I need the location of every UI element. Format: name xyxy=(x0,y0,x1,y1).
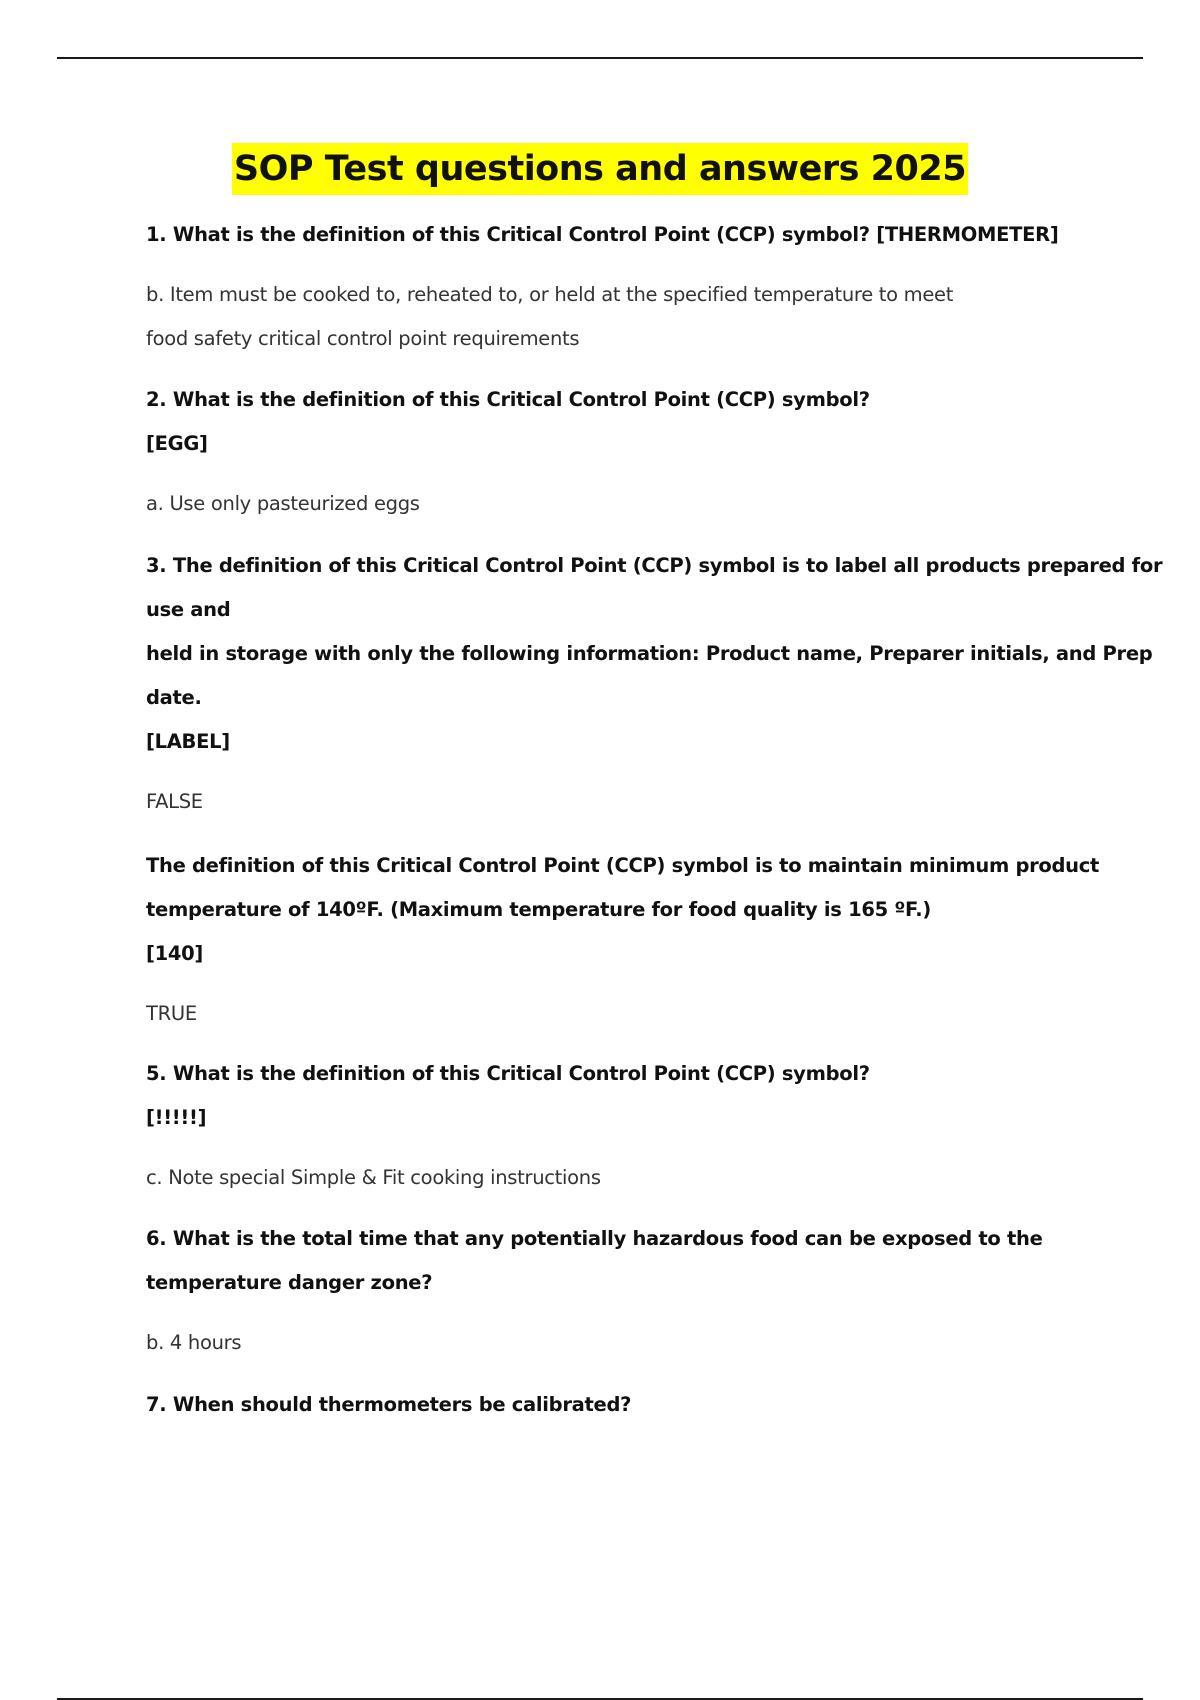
question-4 xyxy=(146,844,1106,976)
question-line: use and xyxy=(146,598,231,621)
question-line: [140] xyxy=(146,942,204,965)
answer-line: b. 4 hours xyxy=(146,1331,242,1354)
question-line: 3. The definition of this Critical Control Point (CCP) symbol is to label all products prepared for xyxy=(146,554,1163,577)
answer-line: a. Use only pasteurized eggs xyxy=(146,492,420,515)
answer-line: b. Item must be cooked to, reheated to, or held at the specified temperature to meet xyxy=(146,283,954,306)
qa-item-5 xyxy=(146,1052,1106,1200)
qa-item-7 xyxy=(146,1383,1106,1427)
question-1 xyxy=(146,213,1106,257)
question-6 xyxy=(146,1217,1106,1305)
question-line: 5. What is the definition of this Critical Control Point (CCP) symbol? xyxy=(146,1062,870,1085)
question-line: [LABEL] xyxy=(146,730,230,753)
question-line: temperature danger zone? xyxy=(146,1271,433,1294)
answer-2 xyxy=(146,482,1106,526)
question-2 xyxy=(146,378,1106,466)
question-line: 6. What is the total time that any potentially hazardous food can be exposed to the xyxy=(146,1227,1043,1250)
qa-item-4 xyxy=(146,844,1106,1036)
answer-1 xyxy=(146,273,1106,361)
answer-line: FALSE xyxy=(146,790,203,813)
question-line: 2. What is the definition of this Critical Control Point (CCP) symbol? xyxy=(146,388,870,411)
question-line: [EGG] xyxy=(146,432,208,455)
answer-line: TRUE xyxy=(146,1002,197,1025)
question-5 xyxy=(146,1052,1106,1140)
answer-line: food safety critical control point requirements xyxy=(146,327,580,350)
question-line: held in storage with only the following information: Product name, Preparer initials, and Prep xyxy=(146,642,1153,665)
answer-6 xyxy=(146,1321,1106,1365)
answer-line: c. Note special Simple & Fit cooking instructions xyxy=(146,1166,601,1189)
qa-item-2 xyxy=(146,378,1106,526)
question-line: [!!!!!] xyxy=(146,1106,207,1129)
top-rule xyxy=(57,57,1143,59)
question-3 xyxy=(146,544,1163,764)
document-title: SOP Test questions and answers 2025 xyxy=(232,143,968,195)
qa-item-1 xyxy=(146,213,1106,361)
question-line: 1. What is the definition of this Critical Control Point (CCP) symbol? [THERMOMETER] xyxy=(146,223,1059,246)
question-line: temperature of 140ºF. (Maximum temperature for food quality is 165 ºF.) xyxy=(146,898,931,921)
qa-item-6 xyxy=(146,1217,1106,1365)
title-container xyxy=(0,143,1200,195)
question-7 xyxy=(146,1383,1106,1427)
question-line: date. xyxy=(146,686,202,709)
answer-5 xyxy=(146,1156,1106,1200)
answer-3 xyxy=(146,780,1106,824)
qa-item-3 xyxy=(146,544,1163,824)
question-line: 7. When should thermometers be calibrated? xyxy=(146,1393,632,1416)
question-line: The definition of this Critical Control Point (CCP) symbol is to maintain minimum product xyxy=(146,854,1100,877)
answer-4 xyxy=(146,992,1106,1036)
